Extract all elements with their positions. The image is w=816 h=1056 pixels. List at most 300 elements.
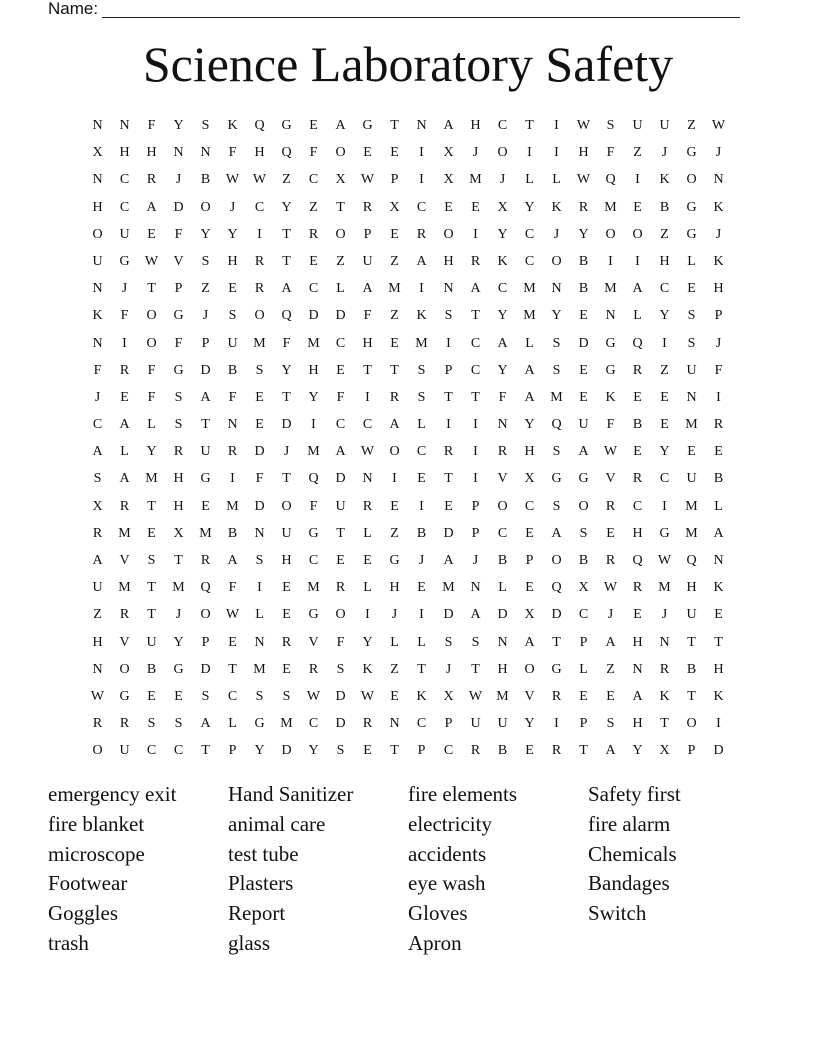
grid-letter: D [200, 362, 211, 378]
grid-letter: P [444, 716, 453, 732]
grid-letter: H [632, 525, 643, 541]
grid-letter: C [227, 688, 238, 704]
grid-letter: U [119, 226, 130, 242]
grid-letter: T [579, 743, 588, 759]
grid-letter: I [473, 226, 478, 242]
word-item: animal care [228, 811, 326, 836]
grid-letter: Y [146, 444, 157, 460]
grid-letter: O [578, 498, 589, 514]
grid-letter: H [254, 145, 265, 161]
grid-letter: W [657, 553, 672, 568]
grid-letter: T [525, 118, 534, 133]
grid-letter: M [550, 389, 563, 405]
grid-letter: E [147, 525, 156, 541]
grid-letter: Y [524, 716, 535, 732]
grid-letter: E [390, 688, 399, 704]
grid-letter: J [607, 607, 614, 623]
grid-letter: L [147, 417, 156, 433]
grid-row [84, 275, 732, 302]
grid-letter: E [255, 389, 264, 405]
grid-letter: D [551, 607, 562, 623]
grid-letter: A [119, 417, 130, 433]
grid-letter: C [578, 607, 589, 623]
grid-letter: G [578, 471, 589, 487]
word-item: Apron [408, 930, 462, 955]
grid-letter: H [578, 145, 589, 161]
grid-letter: I [419, 607, 424, 623]
word-item: electricity [408, 811, 492, 836]
grid-letter: L [687, 253, 696, 269]
grid-letter: L [552, 172, 561, 188]
grid-letter: U [578, 417, 589, 433]
grid-letter: W [576, 118, 591, 133]
grid-letter: F [606, 417, 615, 433]
grid-letter: R [92, 525, 103, 541]
grid-letter: Y [254, 743, 265, 759]
grid-letter: V [119, 634, 130, 650]
grid-letter: J [175, 172, 182, 188]
grid-letter: A [443, 553, 454, 568]
grid-letter: H [92, 634, 103, 650]
word-item: Gloves [408, 901, 468, 926]
grid-letter: Z [336, 253, 345, 269]
grid-letter: E [174, 688, 183, 704]
grid-letter: R [713, 417, 724, 433]
grid-letter: N [254, 634, 265, 650]
grid-letter: C [362, 417, 373, 433]
grid-letter: D [254, 444, 265, 460]
grid-letter: Q [686, 553, 697, 568]
grid-letter: I [446, 335, 451, 351]
grid-letter: E [336, 362, 345, 378]
grid-letter: C [497, 525, 508, 541]
grid-letter: P [579, 634, 588, 650]
word-item: accidents [408, 841, 487, 866]
grid-letter: F [498, 389, 507, 405]
word-column [408, 780, 588, 959]
grid-row [84, 574, 732, 601]
grid-letter: N [362, 471, 373, 487]
grid-letter: X [524, 607, 535, 623]
grid-letter: A [443, 118, 454, 133]
grid-letter: Y [497, 226, 508, 242]
grid-letter: Z [390, 661, 399, 677]
grid-letter: J [715, 145, 722, 161]
grid-row [84, 493, 732, 520]
grid-letter: M [145, 471, 158, 487]
grid-letter: Z [390, 308, 399, 324]
grid-letter: L [417, 417, 426, 433]
grid-letter: D [335, 688, 346, 704]
grid-letter: S [282, 688, 291, 704]
grid-letter: P [471, 525, 480, 541]
grid-letter: R [119, 498, 130, 514]
grid-letter: O [497, 498, 508, 514]
grid-letter: A [605, 743, 616, 759]
grid-letter: R [308, 661, 319, 677]
grid-letter: M [604, 281, 617, 297]
grid-letter: S [687, 335, 696, 351]
grid-letter: M [307, 444, 320, 460]
grid-letter: U [470, 716, 481, 732]
grid-letter: H [713, 661, 724, 677]
grid-letter: R [362, 716, 373, 732]
grid-letter: S [417, 362, 426, 378]
grid-letter: K [659, 688, 670, 704]
grid-letter: F [147, 389, 156, 405]
grid-letter: D [308, 308, 319, 324]
grid-letter: S [579, 525, 588, 541]
grid-letter: F [120, 308, 129, 324]
grid-letter: D [281, 743, 292, 759]
grid-letter: J [229, 199, 236, 215]
grid-letter: M [685, 525, 698, 541]
word-column [228, 780, 408, 959]
grid-letter: I [257, 580, 262, 596]
grid-letter: E [579, 688, 588, 704]
grid-letter: K [497, 253, 508, 269]
grid-letter: E [579, 389, 588, 405]
grid-letter: Y [524, 417, 535, 433]
grid-letter: G [686, 226, 697, 242]
grid-letter: M [118, 580, 131, 596]
grid-letter: H [308, 362, 319, 378]
grid-letter: N [443, 281, 454, 297]
grid-letter: M [415, 335, 428, 351]
grid-letter: S [201, 253, 210, 269]
grid-letter: C [443, 743, 454, 759]
grid-row [84, 248, 732, 275]
grid-letter: N [470, 580, 481, 596]
grid-letter: A [335, 444, 346, 460]
grid-letter: G [281, 118, 292, 133]
grid-row [84, 330, 732, 357]
grid-letter: A [524, 362, 535, 378]
grid-letter: D [173, 199, 184, 215]
grid-letter: E [201, 498, 210, 514]
grid-letter: G [686, 145, 697, 161]
grid-letter: C [524, 253, 535, 269]
grid-letter: N [92, 172, 103, 188]
grid-letter: G [308, 607, 319, 623]
grid-letter: E [579, 362, 588, 378]
grid-letter: P [714, 308, 723, 324]
grid-letter: U [686, 471, 697, 487]
grid-letter: E [525, 580, 534, 596]
grid-letter: Y [578, 226, 589, 242]
grid-letter: Y [308, 743, 319, 759]
grid-letter: S [471, 634, 480, 650]
grid-letter: B [578, 553, 589, 568]
grid-row [84, 465, 732, 492]
grid-letter: E [282, 661, 291, 677]
grid-letter: J [553, 226, 560, 242]
grid-letter: X [443, 688, 454, 704]
grid-letter: N [92, 661, 103, 677]
grid-letter: I [554, 145, 559, 161]
grid-letter: N [497, 634, 508, 650]
grid-letter: W [144, 253, 159, 269]
word-item: glass [228, 930, 270, 955]
grid-letter: T [471, 389, 480, 405]
grid-letter: Z [687, 118, 696, 133]
grid-letter: A [146, 199, 157, 215]
grid-letter: U [146, 634, 157, 650]
grid-letter: D [335, 716, 346, 732]
grid-letter: F [147, 362, 156, 378]
grid-letter: M [496, 688, 509, 704]
grid-letter: A [713, 525, 724, 541]
grid-letter: R [146, 172, 157, 188]
grid-letter: G [362, 118, 373, 133]
grid-letter: N [605, 308, 616, 324]
grid-letter: R [632, 471, 643, 487]
grid-letter: U [497, 716, 508, 732]
grid-letter: G [254, 716, 265, 732]
grid-letter: L [498, 580, 507, 596]
grid-letter: G [200, 471, 211, 487]
grid-letter: R [470, 253, 481, 269]
grid-letter: R [389, 389, 400, 405]
grid-letter: D [200, 661, 211, 677]
grid-row [84, 357, 732, 384]
grid-letter: I [527, 145, 532, 161]
grid-letter: T [714, 634, 723, 650]
grid-letter: I [230, 471, 235, 487]
grid-letter: P [471, 498, 480, 514]
grid-letter: F [714, 362, 723, 378]
grid-letter: O [551, 253, 562, 269]
grid-letter: T [282, 226, 291, 242]
grid-letter: U [659, 118, 670, 133]
grid-letter: Q [254, 118, 265, 133]
grid-letter: P [687, 743, 696, 759]
grid-letter: Q [632, 335, 643, 351]
grid-letter: U [119, 743, 130, 759]
word-item: Switch [588, 901, 647, 926]
grid-letter: S [552, 444, 561, 460]
grid-letter: T [552, 634, 561, 650]
grid-letter: E [282, 580, 291, 596]
grid-letter: I [419, 281, 424, 297]
grid-letter: I [554, 716, 559, 732]
grid-letter: F [309, 498, 318, 514]
grid-letter: C [470, 362, 481, 378]
grid-letter: U [686, 607, 697, 623]
word-item: Goggles [48, 901, 118, 926]
grid-letter: P [174, 281, 183, 297]
grid-letter: M [685, 417, 698, 433]
grid-letter: G [119, 688, 130, 704]
grid-letter: J [661, 145, 668, 161]
grid-letter: O [632, 226, 643, 242]
grid-letter: E [255, 417, 264, 433]
grid-letter: Q [281, 145, 292, 161]
grid-letter: M [253, 335, 266, 351]
grid-letter: Y [200, 226, 211, 242]
grid-letter: U [686, 362, 697, 378]
grid-letter: X [389, 199, 400, 215]
grid-letter: S [552, 335, 561, 351]
grid-letter: H [281, 553, 292, 568]
grid-letter: E [660, 389, 669, 405]
grid-letter: L [390, 634, 399, 650]
grid-letter: Z [93, 607, 102, 623]
grid-row [84, 411, 732, 438]
grid-letter: O [605, 226, 616, 242]
grid-letter: M [604, 199, 617, 215]
grid-letter: K [713, 253, 724, 269]
grid-letter: B [659, 199, 670, 215]
grid-letter: I [635, 172, 640, 188]
grid-letter: I [392, 471, 397, 487]
grid-letter: F [336, 389, 345, 405]
word-column [48, 780, 228, 959]
grid-letter: S [147, 716, 156, 732]
grid-letter: O [389, 444, 400, 460]
grid-letter: A [335, 118, 346, 133]
grid-letter: N [227, 417, 238, 433]
grid-letter: I [716, 716, 721, 732]
grid-letter: H [389, 580, 400, 596]
grid-letter: F [93, 362, 102, 378]
grid-letter: O [335, 145, 346, 161]
word-item: fire elements [408, 782, 518, 806]
grid-letter: Y [173, 634, 184, 650]
grid-letter: N [416, 118, 427, 133]
grid-letter: C [524, 226, 535, 242]
grid-letter: Q [551, 417, 562, 433]
grid-letter: C [335, 335, 346, 351]
grid-letter: G [173, 308, 184, 324]
grid-letter: I [257, 226, 262, 242]
grid-row [84, 438, 732, 465]
grid-letter: O [524, 661, 535, 677]
grid-letter: R [119, 716, 130, 732]
grid-letter: R [416, 226, 427, 242]
grid-letter: A [200, 389, 211, 405]
grid-letter: A [200, 716, 211, 732]
grid-letter: N [92, 281, 103, 297]
grid-letter: F [309, 145, 318, 161]
grid-letter: H [443, 253, 454, 269]
grid-letter: L [417, 634, 426, 650]
grid-letter: U [200, 444, 211, 460]
grid-letter: T [147, 281, 156, 297]
grid-row [84, 737, 732, 764]
grid-letter: C [308, 716, 319, 732]
grid-letter: X [578, 580, 589, 596]
grid-letter: K [605, 389, 616, 405]
grid-letter: R [659, 661, 670, 677]
word-column [588, 780, 768, 929]
grid-letter: Q [605, 172, 616, 188]
grid-letter: R [470, 743, 481, 759]
grid-letter: Y [659, 444, 670, 460]
grid-letter: G [119, 253, 130, 269]
grid-letter: I [473, 471, 478, 487]
grid-letter: X [335, 172, 346, 188]
grid-letter: R [551, 688, 562, 704]
grid-letter: W [360, 172, 375, 188]
grid-letter: A [632, 281, 643, 297]
grid-letter: I [716, 389, 721, 405]
grid-letter: X [92, 498, 103, 514]
grid-letter: G [551, 661, 562, 677]
grid-letter: N [659, 634, 670, 650]
grid-letter: D [335, 471, 346, 487]
grid-letter: E [714, 444, 723, 460]
grid-letter: R [443, 444, 454, 460]
grid-letter: V [173, 253, 184, 269]
grid-letter: L [525, 172, 534, 188]
grid-letter: W [576, 172, 591, 188]
grid-letter: J [283, 444, 290, 460]
grid-letter: Y [659, 308, 670, 324]
grid-letter: L [714, 498, 723, 514]
grid-letter: O [686, 716, 697, 732]
word-item: Chemicals [588, 841, 677, 866]
grid-letter: A [524, 634, 535, 650]
grid-letter: E [660, 417, 669, 433]
grid-letter: L [120, 444, 129, 460]
grid-letter: P [201, 634, 210, 650]
grid-letter: G [173, 661, 184, 677]
grid-letter: E [444, 199, 453, 215]
grid-letter: I [473, 444, 478, 460]
grid-letter: H [470, 118, 481, 133]
grid-letter: R [632, 580, 643, 596]
grid-letter: E [228, 634, 237, 650]
grid-letter: C [335, 417, 346, 433]
grid-letter: J [715, 335, 722, 351]
grid-letter: M [469, 172, 482, 188]
grid-letter: E [525, 743, 534, 759]
grid-letter: R [254, 281, 265, 297]
grid-letter: C [173, 743, 184, 759]
grid-letter: Z [660, 226, 669, 242]
grid-letter: B [713, 471, 724, 487]
grid-letter: O [146, 335, 157, 351]
grid-letter: J [715, 226, 722, 242]
grid-letter: K [713, 580, 724, 596]
grid-letter: S [174, 716, 183, 732]
grid-letter: T [417, 661, 426, 677]
grid-letter: S [606, 716, 615, 732]
grid-letter: P [525, 553, 534, 568]
grid-letter: T [228, 661, 237, 677]
grid-letter: I [365, 389, 370, 405]
grid-row [84, 520, 732, 547]
grid-letter: X [659, 743, 670, 759]
grid-letter: D [443, 607, 454, 623]
grid-letter: S [444, 308, 453, 324]
grid-letter: T [687, 688, 696, 704]
grid-letter: T [471, 308, 480, 324]
grid-letter: G [605, 335, 616, 351]
grid-letter: H [713, 281, 724, 297]
grid-letter: W [711, 118, 726, 133]
grid-letter: I [122, 335, 127, 351]
grid-letter: T [282, 253, 291, 269]
grid-letter: T [660, 716, 669, 732]
grid-letter: H [119, 145, 130, 161]
grid-letter: I [662, 498, 667, 514]
grid-letter: D [443, 525, 454, 541]
grid-letter: Z [606, 661, 615, 677]
grid-letter: T [336, 525, 345, 541]
word-item: Bandages [588, 871, 670, 896]
